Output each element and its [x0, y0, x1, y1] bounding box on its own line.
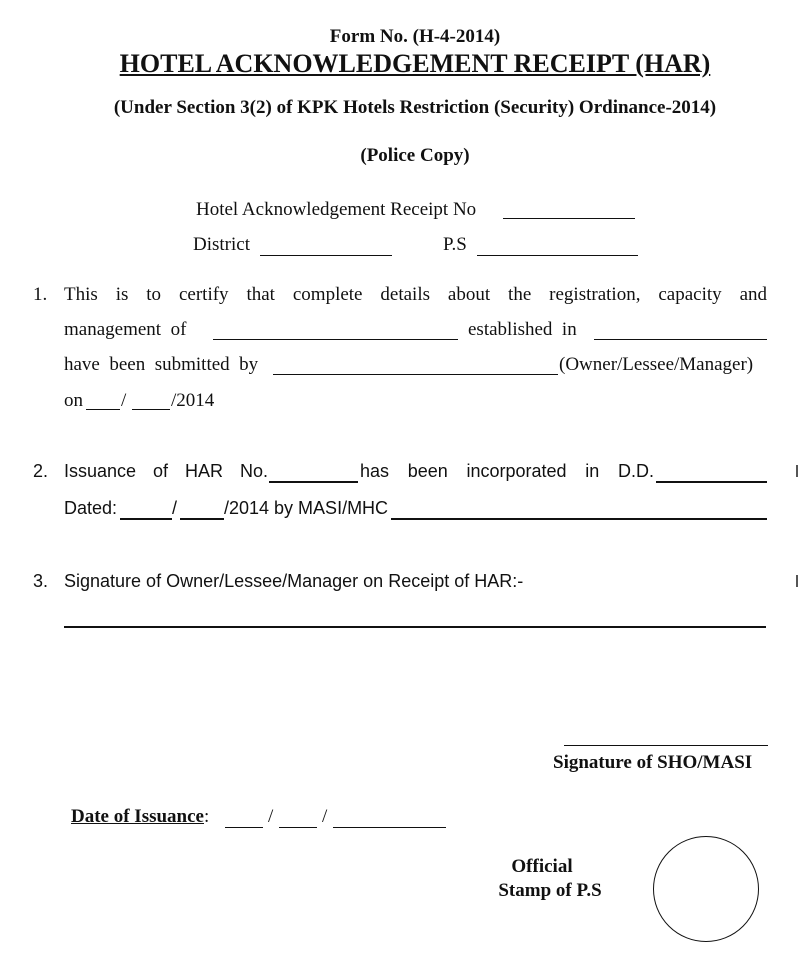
management-of-label: management of	[64, 319, 187, 340]
date-of-issuance-row	[71, 806, 209, 828]
item-1-word: complete	[292, 284, 363, 305]
receipt-number-blank[interactable]	[503, 218, 635, 219]
receipt-number-label: Hotel Acknowledgement Receipt No	[196, 199, 477, 220]
established-in-blank[interactable]	[594, 339, 767, 340]
document-subtitle: (Under Section 3(2) of KPK Hotels Restriction (Security) Ordinance-2014)	[113, 97, 717, 118]
item-1-word: This	[64, 284, 98, 305]
item-1-word: and	[739, 284, 767, 305]
item-1-word: registration,	[549, 284, 641, 305]
document-title: HOTEL ACKNOWLEDGEMENT RECEIPT (HAR)	[119, 49, 711, 78]
edge-mark	[796, 465, 798, 477]
item-3-number: 3.	[33, 571, 49, 591]
dated-month-blank[interactable]	[180, 518, 224, 520]
ps-label: P.S	[443, 234, 467, 255]
item-1-word: to	[146, 284, 162, 305]
edge-mark	[796, 575, 798, 587]
issuance-month-blank[interactable]	[279, 827, 317, 828]
item-2-word: been	[407, 461, 448, 481]
submitted-by-blank[interactable]	[273, 374, 558, 375]
item-2-word: in	[585, 461, 600, 481]
item-1-word: certify	[178, 284, 229, 305]
month-blank[interactable]	[132, 409, 170, 410]
stamp-label-line-2: Stamp of P.S	[498, 880, 602, 901]
submitted-by-label: have been submitted by	[64, 354, 259, 375]
district-label: District	[193, 234, 250, 255]
item-2-word: D.D.	[617, 461, 654, 481]
form-number: Form No. (H-4-2014)	[329, 26, 501, 47]
item-3-text: Signature of Owner/Lessee/Manager on Receipt of HAR:-	[64, 571, 524, 591]
dated-slash: /	[172, 498, 178, 518]
copy-label: (Police Copy)	[360, 145, 470, 166]
stamp-circle[interactable]	[653, 836, 759, 942]
owner-lessee-manager-label: (Owner/Lessee/Manager)	[559, 354, 754, 375]
item-2-word: Issuance	[64, 461, 137, 481]
date-of-issuance-colon: :	[204, 806, 210, 827]
dated-year-masi: /2014 by MASI/MHC	[224, 498, 389, 518]
year-text: /2014	[171, 390, 215, 411]
district-blank[interactable]	[260, 255, 392, 256]
sho-signature-blank[interactable]	[564, 745, 768, 746]
item-2-incorporated-text	[360, 461, 654, 482]
item-2-word: has	[360, 461, 390, 481]
ps-blank[interactable]	[477, 255, 638, 256]
dated-label: Dated:	[64, 498, 118, 518]
item-1-word: that	[246, 284, 275, 305]
item-2-issuance-text	[64, 461, 268, 482]
item-1-word: capacity	[658, 284, 722, 305]
item-2-word: No.	[239, 461, 268, 481]
on-label: on	[64, 390, 83, 411]
item-1-word: is	[115, 284, 129, 305]
item-1-word: details	[380, 284, 431, 305]
har-number-blank[interactable]	[269, 481, 358, 483]
item-2-word: incorporated	[466, 461, 567, 481]
stamp-label-line-1: Official	[511, 856, 573, 877]
sho-signature-label: Signature of SHO/MASI	[553, 752, 753, 773]
item-2-word: of	[153, 461, 169, 481]
date-slash: /	[121, 390, 127, 411]
day-blank[interactable]	[86, 409, 120, 410]
issuance-slash-2: /	[322, 806, 328, 827]
dated-day-blank[interactable]	[120, 518, 172, 520]
dd-blank[interactable]	[656, 481, 767, 483]
item-2-number: 2.	[33, 461, 49, 481]
issuance-day-blank[interactable]	[225, 827, 263, 828]
item-1-word: the	[508, 284, 532, 305]
owner-signature-blank[interactable]	[64, 626, 766, 628]
issuance-slash-1: /	[268, 806, 274, 827]
issuance-year-blank[interactable]	[333, 827, 446, 828]
item-1-word: about	[447, 284, 491, 305]
item-1-line-1	[64, 284, 767, 306]
masi-mhc-blank[interactable]	[391, 518, 767, 520]
item-2-word: HAR	[185, 461, 224, 481]
established-in-label: established in	[468, 319, 577, 340]
item-1-number: 1.	[33, 284, 48, 305]
hotel-name-blank[interactable]	[213, 339, 458, 340]
date-of-issuance-label: Date of Issuance	[71, 806, 204, 827]
